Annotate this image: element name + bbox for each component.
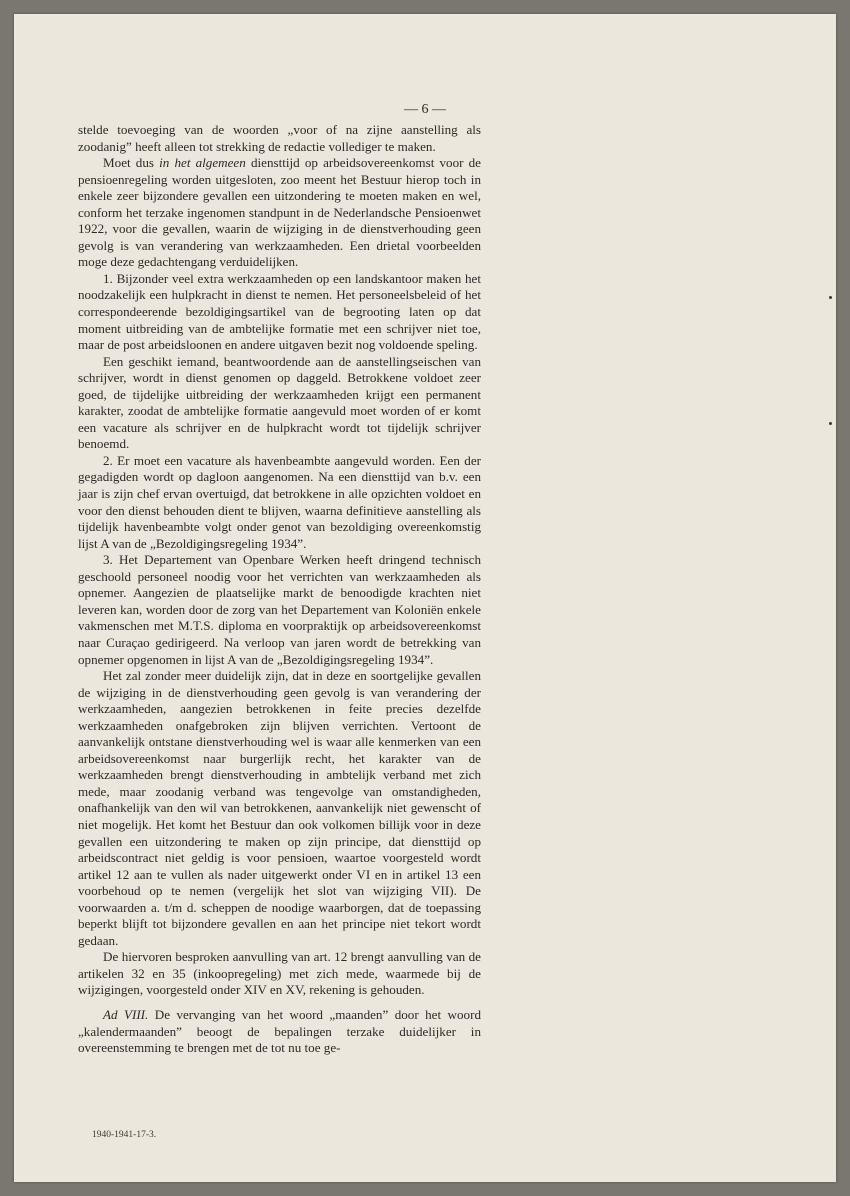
paragraph-example-1: 1. Bijzonder veel extra werkzaamheden op een landskantoor maken het noodzakelijk een hulpkracht in dienst te nemen. Het personeelsbeleid of het correspondeerende bezoldigingsartikel van de begrooting laten op dat moment uitbreiding van de ambtelijke formatie met een schrijver niet toe, maar de post arbeidsloonen en andere uitgaven bezit nog voldoende speling.	[78, 270, 481, 353]
footer-print-code: 1940-1941-17-3.	[92, 1130, 157, 1140]
document-page	[14, 14, 836, 1182]
page-number: — 6 —	[404, 102, 446, 117]
body-text	[78, 122, 481, 1057]
paragraph-ad-viii	[78, 1007, 481, 1057]
emphasis-in-het-algemeen: in het algemeen	[159, 155, 246, 171]
paragraph-moet-dus	[78, 155, 481, 271]
paragraph-continuation: stelde toevoeging van de woorden „voor of na zijne aanstelling als zoodanig” heeft alleen tot strekking de redactie vollediger te maken.	[78, 122, 481, 154]
paragraph-example-2: 2. Er moet een vacature als havenbeambte aangevuld worden. Een der gegadigden wordt op dagloon aangenomen. Na een diensttijd van b.v. een jaar is zijn chef ervan overtuigd, dat betrokkene in alle opzichten voldoet en voor den dienst behouden dient te blijven, waarna definitieve aanstelling als tijdelijk havenbeambte volgt onder genot van bezoldiging overeenkomstig lijst A van de „Bezoldigingsregeling 1934”.	[78, 452, 481, 551]
paragraph-rest: diensttijd op arbeidsovereenkomst voor de pensioenregeling worden uitgesloten, zoo meent het Bestuur hierop toch in enkele zeer bijzondere gevallen een uitzondering te moeten maken en wel, conform het terzake ingenomen standpunt in de Nederlandsche Pensioenwet 1922, voor die gevallen, waarin de wijziging in de dienstverhouding geen gevolg is van verandering van werkzaamheden. Een drietal voorbeelden moge deze gedachtengang verduidelijken.	[78, 155, 481, 270]
paragraph-het-zal: Het zal zonder meer duidelijk zijn, dat in deze en soortgelijke gevallen de wijziging in de dienstverhouding geen gevolg is van verandering der werkzaamheden, aangezien betrokkenen in feite precies dezelfde werkzaamheden onafgebroken zijn blijven verrichten. Vertoont de aanvankelijk ontstane dienstverhouding wel is waar alle kenmerken van een arbeidsovereenkomst naar burgerlijk recht, het karakter van de werkzaamheden brengt dienstverhouding in ambtelijk verband met zich mede, maar zoodanig verband was tengevolge van omstandigheden, onafhankelijk van den wil van betrokkenen, aanvankelijk niet gewenscht of niet mogelijk. Het komt het Bestuur dan ook volkomen billijk voor in deze gevallen een uitzondering te maken op zijn principe, dat diensttijd op arbeidscontract niet geldig is voor pensioen, waartoe voorgesteld wordt artikel 12 aan te vullen als nader uitgewerkt onder VI en in artikel 13 een voorbehoud op te nemen (vergelijk het slot van wijziging VII). De voorwaarden a. t/m d. scheppen de noodige waarborgen, dat de toepassing beperkt blijft tot bijzondere gevallen en aan het principe niet tekort wordt gedaan.	[78, 668, 481, 948]
paragraph-de-hiervoren: De hiervoren besproken aanvulling van art. 12 brengt aanvulling van de artikelen 32 en 35 (inkoopregeling) met zich mede, waarmede bij de wijzigingen, voorgesteld onder XIV en XV, rekening is gehouden.	[78, 949, 481, 998]
paper-speck	[829, 296, 832, 299]
paragraph-example-3: 3. Het Departement van Openbare Werken heeft dringend technisch geschoold personeel noodig voor het verrichten van werkzaamheden als opnemer. Aangezien de plaatselijke markt de benoodigde krachten niet leveren kan, worden door de zorg van het Departement van Koloniën enkele vakmenschen met M.T.S. diploma en voorpraktijk op arbeidsovereenkomst naar Curaçao gedirigeerd. Na verloop van jaren wordt de betrekking van opnemer opgenomen in lijst A van de „Bezoldigingsregeling 1934”.	[78, 552, 481, 667]
paragraph-prefix: Moet dus	[103, 155, 160, 171]
paragraph-rest: De vervanging van het woord „maanden” door het woord „kalendermaanden” beoogt de bepalingen terzake duidelijker in overeenstemming te brengen met de tot nu toe ge-	[78, 1006, 482, 1056]
paragraph-example-1b: Een geschikt iemand, beantwoordende aan de aanstellingseischen van schrijver, wordt in dienst genomen op daggeld. Betrokkene voldoet zeer goed, de tijdelijke uitbreiding der werkzaamheden krijgt een permanent karakter, zoodat de ambtelijke formatie aangevuld moet worden of er komt een vacature als schrijver en de hulpkracht wordt tot tijdelijk schrijver benoemd.	[78, 353, 481, 452]
paper-speck	[829, 422, 832, 425]
emphasis-ad-viii: Ad VIII.	[103, 1006, 149, 1022]
